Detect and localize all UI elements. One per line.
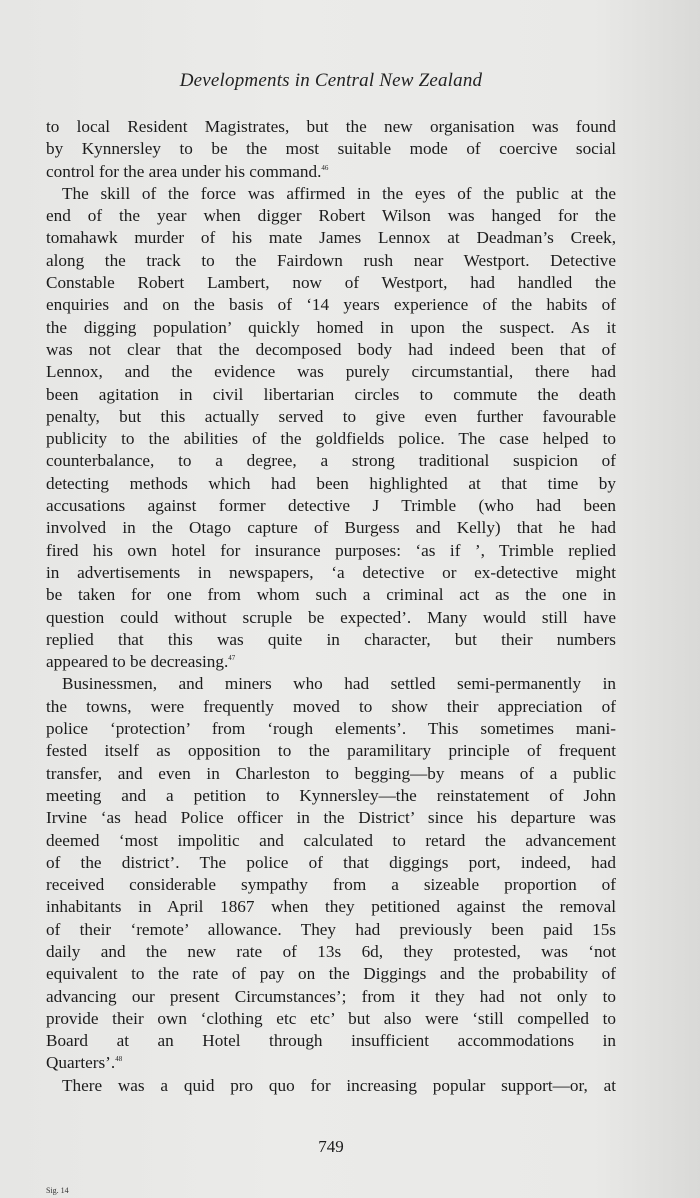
text-line-content: the digging population’ quickly homed in upon the suspect. As it	[46, 317, 616, 337]
text-line	[46, 562, 616, 584]
text-line	[46, 785, 616, 807]
text-line	[46, 896, 616, 918]
signature-mark: Sig. 14	[46, 1186, 69, 1195]
text-line-content: the towns, were frequently moved to show their appreciation of	[46, 696, 616, 716]
text-line-content: to local Resident Magistrates, but the new organisation was found	[46, 117, 616, 136]
text-line	[46, 361, 616, 383]
text-line-content: end of the year when digger Robert Wilson was hanged for the	[46, 206, 616, 226]
text-line	[46, 763, 616, 785]
text-line	[46, 1052, 616, 1074]
text-line-content: fired his own hotel for insurance purposes: ‘as if ’, Trimble replied	[46, 540, 616, 560]
text-line-content: publicity to the abilities of the goldfields police. The case helped to	[46, 429, 616, 449]
footnote-marker: 48	[115, 1055, 123, 1064]
text-line	[46, 406, 616, 428]
text-line-content: of their ‘remote’ allowance. They had previously been paid 15s	[46, 919, 616, 939]
text-line-content: fested itself as opposition to the paramilitary principle of frequent	[46, 741, 616, 761]
text-line	[46, 317, 616, 339]
text-line-content: replied that this was quite in character, but their numbers	[46, 629, 616, 649]
text-line	[46, 740, 616, 762]
text-line	[46, 384, 616, 406]
text-line-content: transfer, and even in Charleston to begging—by means of a public	[46, 763, 616, 783]
running-head-title: Developments in Central New Zealand	[179, 70, 483, 91]
text-line-content: tomahawk murder of his mate James Lennox at Deadman’s Creek,	[46, 228, 616, 248]
text-line-content: Board at an Hotel through insufficient accommodations in	[46, 1031, 616, 1051]
text-line-content: control for the area under his command.	[46, 161, 322, 181]
text-line	[46, 807, 616, 829]
text-line	[46, 986, 616, 1008]
text-line	[46, 1008, 616, 1030]
text-line	[46, 874, 616, 896]
text-line-content: question could without scruple be expected’. Many would still have	[46, 607, 616, 627]
text-line	[46, 852, 616, 874]
text-line	[46, 1030, 616, 1052]
text-line-content: Irvine ‘as head Police officer in the District’ since his departure was	[46, 808, 616, 828]
text-line	[46, 584, 616, 606]
text-line-content: deemed ‘most impolitic and calculated to retard the advancement	[46, 830, 616, 850]
text-line	[46, 673, 616, 695]
text-line-content: was not clear that the decomposed body had indeed been that of	[46, 339, 616, 359]
text-line-content: daily and the new rate of 13s 6d, they protested, was ‘not	[46, 941, 616, 961]
text-line	[46, 205, 616, 227]
text-line-content: Businessmen, and miners who had settled semi-permanently in	[62, 674, 616, 694]
text-line	[46, 495, 616, 517]
footnote-marker: 47	[228, 654, 236, 663]
text-line	[46, 651, 616, 673]
text-line	[46, 607, 616, 629]
text-line-content: enquiries and on the basis of ‘14 years experience of the habits of	[46, 295, 616, 315]
text-line	[46, 450, 616, 472]
text-line-content: involved in the Otago capture of Burgess and Kelly) that he had	[46, 518, 616, 538]
text-line-content: accusations against former detective J Trimble (who had been	[46, 496, 616, 516]
body-text	[46, 116, 616, 1097]
text-line	[46, 339, 616, 361]
text-line-content: Quarters’.	[46, 1053, 116, 1073]
text-line	[46, 696, 616, 718]
text-line-content: be taken for one from whom such a criminal act as the one in	[46, 585, 616, 605]
text-line-content: There was a quid pro quo for increasing popular support—or, at	[62, 1075, 616, 1095]
text-line	[46, 963, 616, 985]
text-line-content: in advertisements in newspapers, ‘a detective or ex-detective might	[46, 562, 616, 582]
text-line	[46, 161, 616, 183]
text-line-content: Constable Robert Lambert, now of Westport, had handled the	[46, 273, 616, 293]
text-line-content: The skill of the force was affirmed in the eyes of the public at the	[62, 183, 616, 203]
text-line-content: meeting and a petition to Kynnersley—the reinstatement of John	[46, 785, 616, 805]
text-line-content: appeared to be decreasing.	[46, 652, 229, 672]
text-line	[46, 227, 616, 249]
text-line-content: received considerable sympathy from a sizeable proportion of	[46, 875, 616, 895]
text-line-content: detecting methods which had been highlighted at that time by	[46, 473, 616, 493]
text-line	[46, 250, 616, 272]
text-line-content: provide their own ‘clothing etc etc’ but also were ‘still compelled to	[46, 1008, 616, 1028]
text-line-content: along the track to the Fairdown rush near Westport. Detective	[46, 250, 616, 270]
text-line-content: Lennox, and the evidence was purely circumstantial, there had	[46, 362, 616, 382]
text-line	[46, 919, 616, 941]
footnote-marker: 46	[321, 163, 329, 172]
text-line	[46, 473, 616, 495]
text-line	[46, 183, 616, 205]
text-line-content: equivalent to the rate of pay on the Diggings and the probability of	[46, 964, 616, 984]
text-line	[46, 272, 616, 294]
text-line	[46, 428, 616, 450]
text-line	[46, 830, 616, 852]
text-line	[46, 540, 616, 562]
text-line	[46, 629, 616, 651]
text-line-content: of the district’. The police of that diggings port, indeed, had	[46, 852, 616, 872]
text-line	[46, 116, 616, 138]
text-line-content: by Kynnersley to be the most suitable mode of coercive social	[46, 139, 616, 159]
text-line	[46, 718, 616, 740]
text-line	[46, 294, 616, 316]
text-line-content: police ‘protection’ from ‘rough elements’. This sometimes mani-	[46, 719, 616, 739]
page-number: 749	[318, 1137, 344, 1156]
text-line	[46, 517, 616, 539]
text-line-content: inhabitants in April 1867 when they petitioned against the removal	[46, 897, 616, 917]
text-line	[46, 138, 616, 160]
text-line	[46, 1075, 616, 1097]
text-line-content: been agitation in civil libertarian circles to commute the death	[46, 384, 616, 404]
text-line-content: penalty, but this actually served to give even further favourable	[46, 406, 616, 426]
text-line-content: counterbalance, to a degree, a strong traditional suspicion of	[46, 451, 616, 471]
text-line	[46, 941, 616, 963]
text-line-content: advancing our present Circumstances’; from it they had not only to	[46, 986, 616, 1006]
